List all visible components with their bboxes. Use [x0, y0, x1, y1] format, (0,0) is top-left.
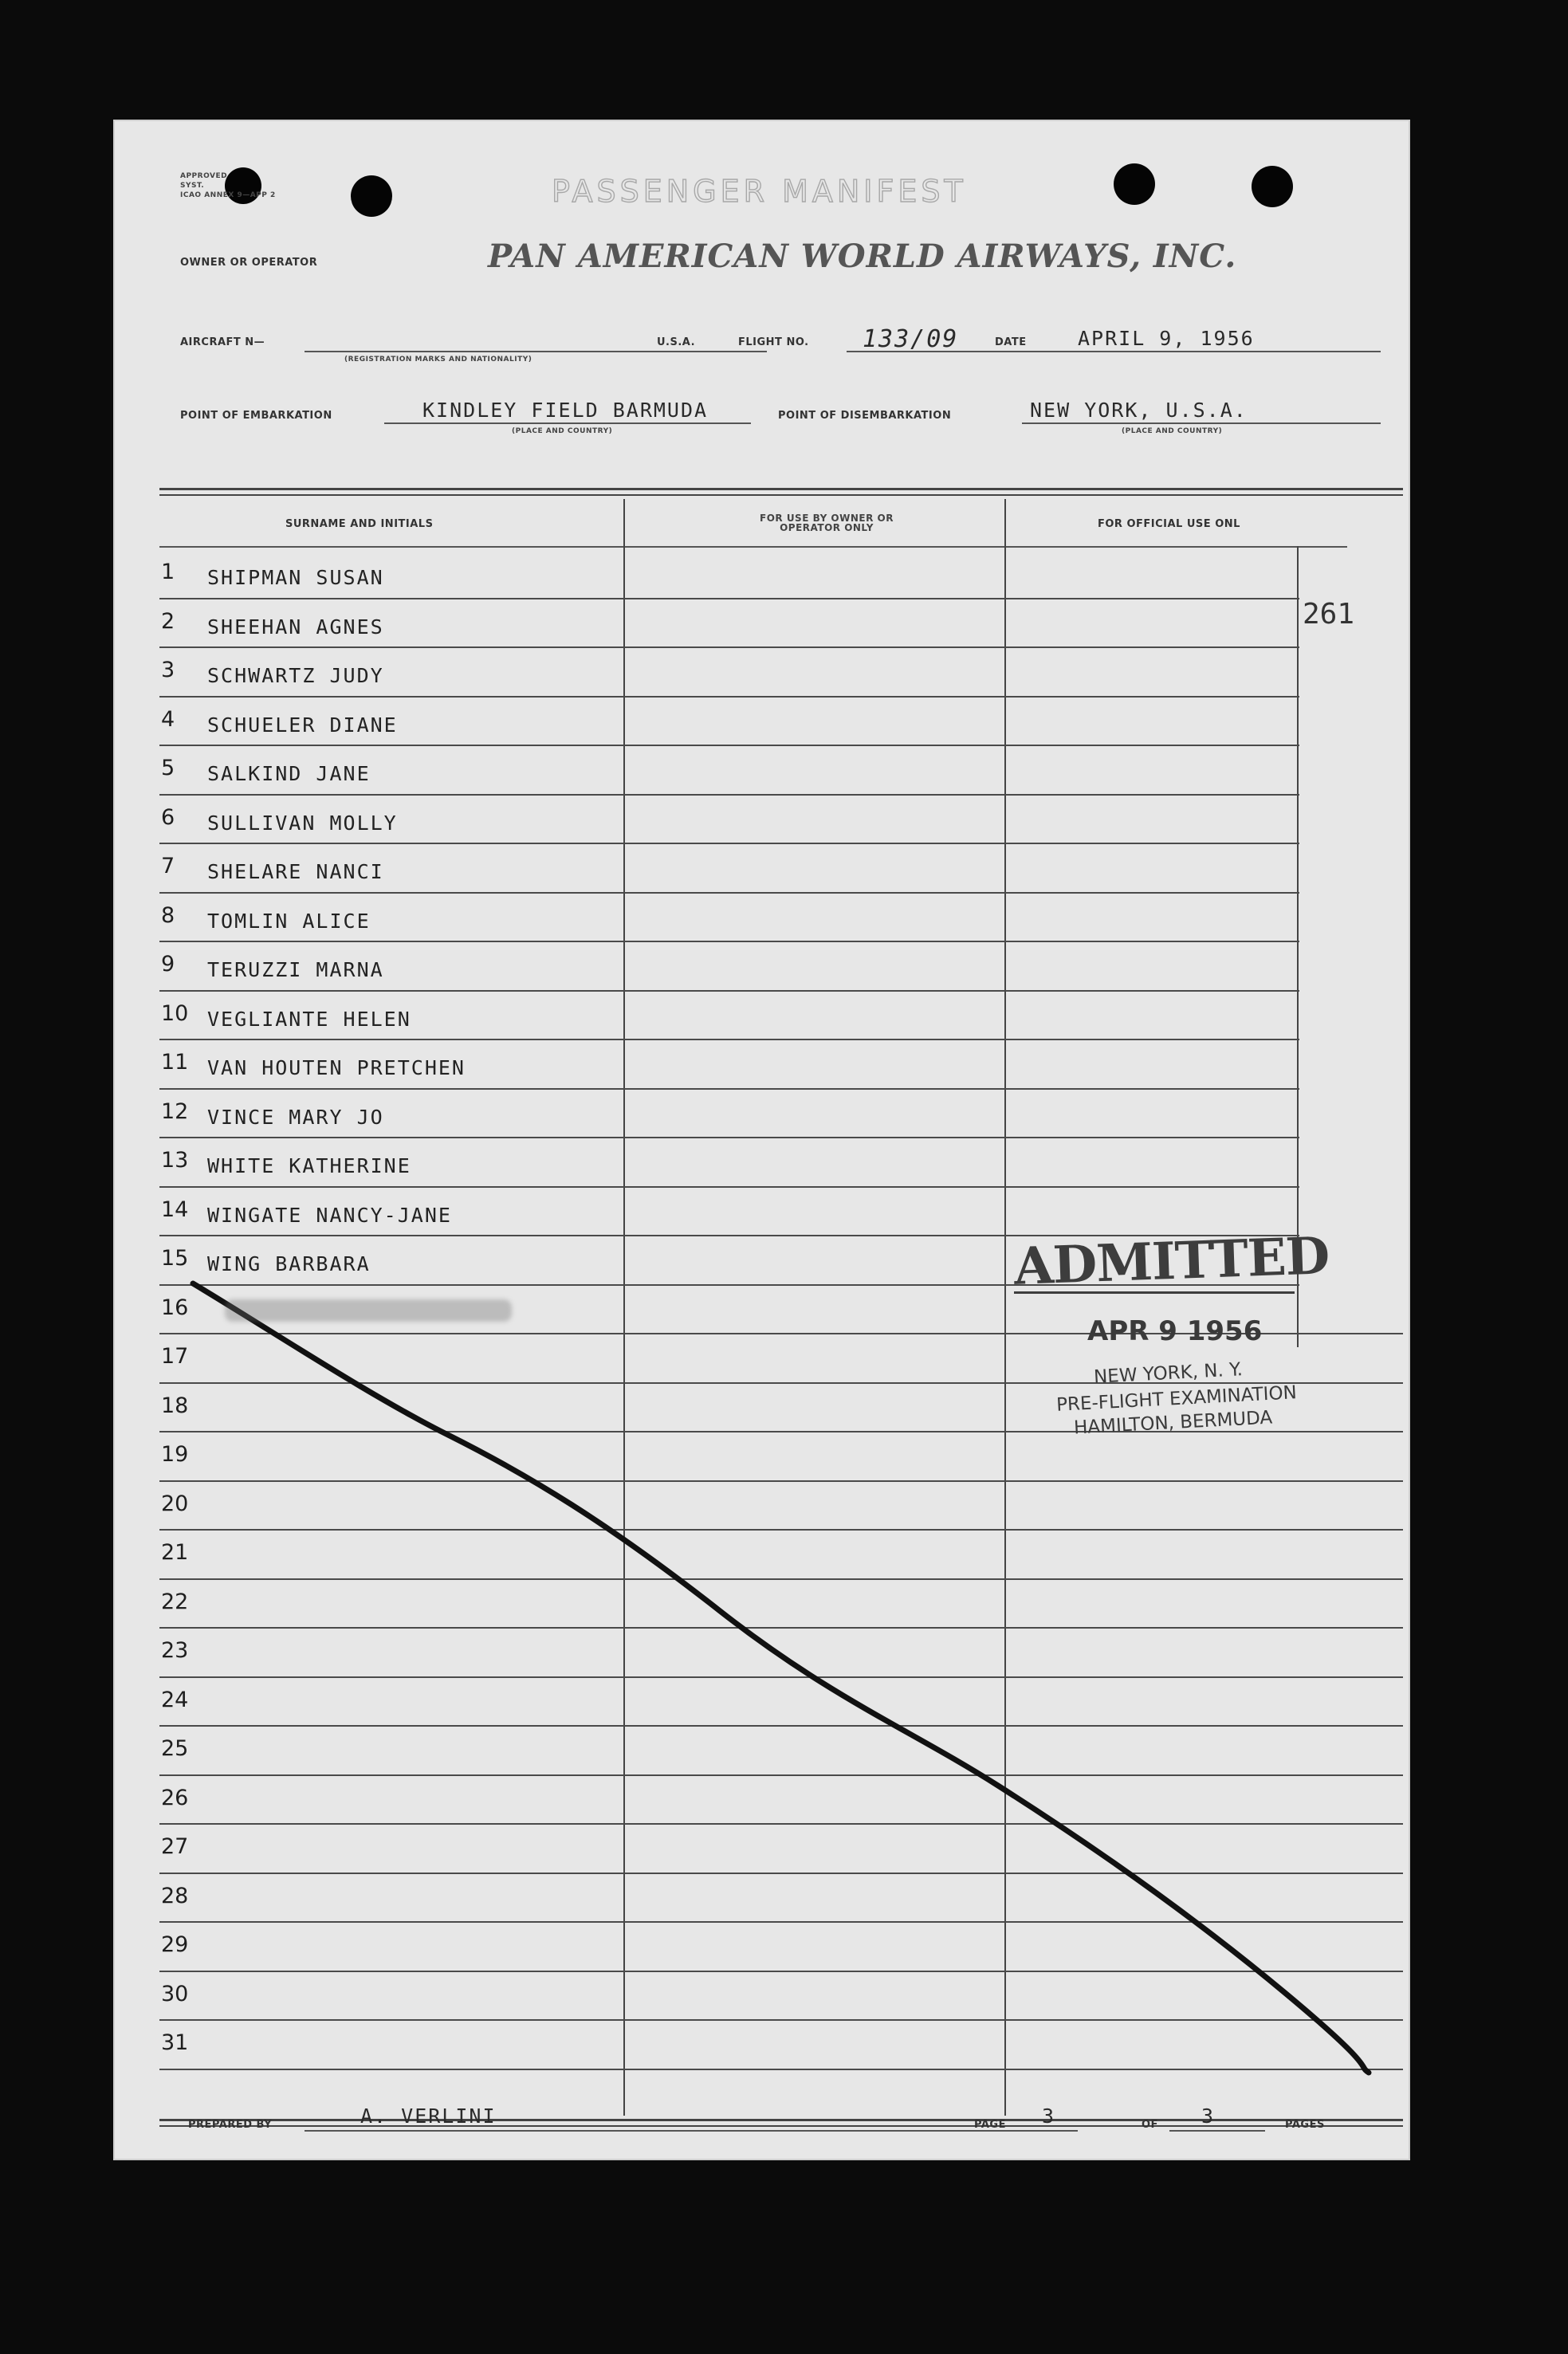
passenger-name: TERUZZI MARNA	[207, 958, 384, 981]
row-number: 27	[161, 1834, 189, 1859]
row-number: 15	[161, 1246, 189, 1271]
embark-sublabel: (PLACE AND COUNTRY)	[512, 427, 613, 435]
row-number: 2	[161, 608, 175, 634]
row-number: 4	[161, 706, 175, 732]
admitted-stamp: ADMITTED	[1012, 1226, 1330, 1297]
row-number: 19	[161, 1442, 189, 1467]
owner-label: OWNER OR OPERATOR	[180, 257, 318, 269]
row-number: 3	[161, 658, 175, 682]
row-number: 5	[161, 756, 175, 780]
prepared-by-label-visible: PREPARED BY	[188, 2119, 273, 2131]
pages-label: PAGES	[1285, 2119, 1325, 2131]
manifest-sheet	[113, 120, 1410, 2160]
passenger-name: VINCE MARY JO	[207, 1105, 384, 1129]
stamp-line-2: PRE-FLIGHT EXAMINATION	[1055, 1382, 1298, 1416]
row-number: 1	[161, 560, 175, 584]
embark-value: KINDLEY FIELD BARMUDA	[422, 399, 709, 422]
passenger-name: SHIPMAN SUSAN	[207, 566, 384, 589]
row-number: 8	[161, 902, 175, 928]
row-number: 18	[161, 1393, 189, 1418]
embark-label: POINT OF EMBARKATION	[180, 410, 332, 422]
page-value: 3	[1042, 2104, 1056, 2128]
row-number: 20	[161, 1491, 189, 1516]
passenger-name: SHELARE NANCI	[207, 860, 384, 883]
rule	[1014, 1291, 1295, 1294]
row-number: 30	[161, 1981, 189, 2006]
approval-line-3: ICAO ANNEX 9—APP 2	[180, 191, 276, 199]
approval-line-1: APPROVED	[180, 172, 228, 180]
owner-value: PAN AMERICAN WORLD AIRWAYS, INC.	[488, 238, 1237, 275]
disembark-sublabel: (PLACE AND COUNTRY)	[1122, 427, 1223, 435]
row-number: 22	[161, 1589, 189, 1614]
flight-value: 133/09	[863, 325, 959, 353]
aircraft-sublabel: (REGISTRATION MARKS AND NATIONALITY)	[344, 356, 532, 364]
side-number: 261	[1303, 598, 1355, 631]
erased-entry-smudge	[225, 1299, 512, 1322]
passenger-name: SULLIVAN MOLLY	[207, 811, 398, 835]
passenger-name: SCHWARTZ JUDY	[207, 664, 384, 687]
rule	[305, 2130, 1078, 2132]
row-number: 9	[161, 952, 175, 977]
date-label: DATE	[995, 336, 1027, 348]
column-header-surname: SURNAME AND INITIALS	[285, 518, 434, 530]
aircraft-label: AIRCRAFT N—	[180, 336, 265, 348]
passenger-name: WHITE KATHERINE	[207, 1154, 411, 1177]
column-header-official-use: FOR OFFICIAL USE ONL	[1098, 518, 1240, 530]
row-number: 29	[161, 1932, 189, 1957]
stamp-line-3: HAMILTON, BERMUDA	[1073, 1407, 1273, 1439]
passenger-name: VAN HOUTEN PRETCHEN	[207, 1056, 466, 1079]
row-number: 24	[161, 1687, 189, 1712]
row-number: 26	[161, 1785, 189, 1810]
row-number: 21	[161, 1540, 189, 1565]
row-number: 6	[161, 804, 175, 830]
passenger-name: WING BARBARA	[207, 1252, 371, 1275]
disembark-label: POINT OF DISEMBARKATION	[778, 410, 952, 422]
row-number: 23	[161, 1638, 189, 1663]
row-number: 10	[161, 1000, 189, 1026]
row-number: 13	[161, 1148, 189, 1173]
of-label: OF	[1142, 2119, 1158, 2131]
form-title: PASSENGER MANIFEST	[552, 174, 967, 209]
passenger-name: WINGATE NANCY-JANE	[207, 1203, 452, 1227]
prepared-by-value: A. VERLINI	[360, 2104, 497, 2128]
column-header-owner-use: FOR USE BY OWNER OR OPERATOR ONLY	[760, 513, 894, 533]
approval-line-2: SYST.	[180, 182, 205, 190]
passenger-name: TOMLIN ALICE	[207, 909, 371, 933]
passenger-name: SCHUELER DIANE	[207, 713, 398, 737]
row-number: 12	[161, 1098, 189, 1124]
stamp-date: APR 9 1956	[1087, 1315, 1263, 1347]
row-number: 16	[161, 1295, 189, 1320]
stamp-line-1: NEW YORK, N. Y.	[1093, 1359, 1244, 1388]
passenger-name: VEGLIANTE HELEN	[207, 1007, 411, 1031]
row-number: 11	[161, 1050, 189, 1075]
row-number: 14	[161, 1197, 189, 1222]
row-number: 28	[161, 1883, 189, 1908]
of-value: 3	[1201, 2104, 1216, 2128]
void-diagonal-line	[113, 120, 1410, 2160]
passenger-name: SHEEHAN AGNES	[207, 615, 384, 639]
disembark-value: NEW YORK, U.S.A.	[1030, 399, 1248, 422]
row-number: 31	[161, 2030, 189, 2055]
row-number: 25	[161, 1736, 189, 1761]
date-value: APRIL 9, 1956	[1078, 327, 1255, 350]
page-label: PAGE	[974, 2119, 1006, 2131]
flight-label: FLIGHT NO.	[738, 336, 809, 348]
row-number: 17	[161, 1344, 189, 1369]
rule	[1169, 2130, 1265, 2132]
passenger-name: SALKIND JANE	[207, 762, 371, 785]
country-label: U.S.A.	[657, 336, 696, 348]
row-number: 7	[161, 854, 175, 878]
